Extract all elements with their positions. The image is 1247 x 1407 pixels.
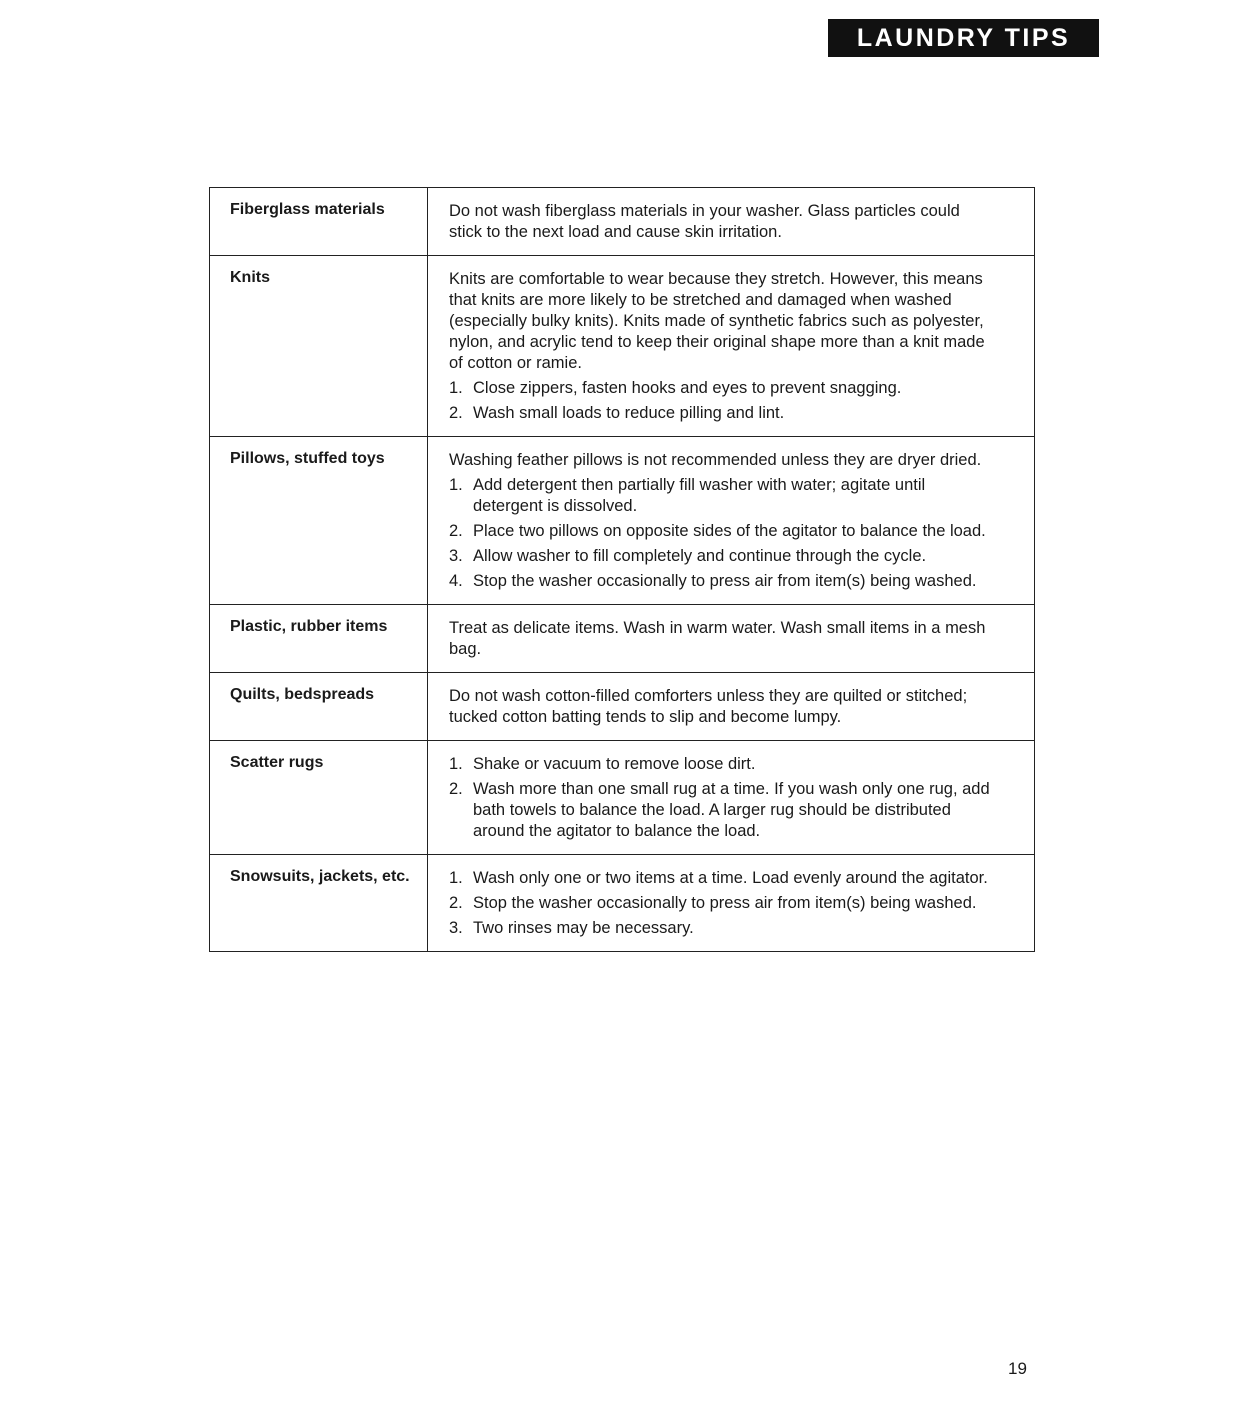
tip-step: [449, 521, 994, 542]
step-number: 2.: [449, 522, 463, 540]
step-text: Wash more than one small rug at a time. If you wash only one rug, add bath towels to balance the load. A larger rug should be distributed around the agitator to balance the load.: [473, 780, 990, 840]
tip-row: [210, 256, 1035, 437]
tip-steps-list: [449, 378, 994, 424]
page-number: 19: [1008, 1359, 1027, 1378]
tip-step: [449, 893, 994, 914]
step-number: 2.: [449, 894, 463, 912]
tip-step: [449, 754, 994, 775]
tip-topic: Knits: [210, 256, 428, 437]
tip-row: [210, 437, 1035, 605]
step-text: Wash small loads to reduce pilling and lint.: [473, 404, 785, 422]
tip-step: [449, 571, 994, 592]
tip-topic: Scatter rugs: [210, 741, 428, 855]
tip-description: [428, 605, 1035, 673]
tip-intro-text: Washing feather pillows is not recommended unless they are dryer dried.: [449, 451, 982, 469]
tip-topic: Fiberglass materials: [210, 188, 428, 256]
tip-row: [210, 673, 1035, 741]
step-text: Stop the washer occasionally to press air from item(s) being washed.: [473, 894, 977, 912]
step-text: Place two pillows on opposite sides of the agitator to balance the load.: [473, 522, 986, 540]
tip-intro-text: Do not wash fiberglass materials in your washer. Glass particles could stick to the next load and cause skin irritation.: [449, 202, 960, 241]
step-number: 1.: [449, 869, 463, 887]
tip-step: [449, 378, 994, 399]
tips-table-body: [210, 188, 1035, 952]
tip-topic: Plastic, rubber items: [210, 605, 428, 673]
tip-topic: Snowsuits, jackets, etc.: [210, 855, 428, 952]
tip-intro-text: Do not wash cotton-filled comforters unless they are quilted or stitched; tucked cotton batting tends to slip and become lumpy.: [449, 687, 968, 726]
step-text: Add detergent then partially fill washer with water; agitate until detergent is dissolved.: [473, 476, 926, 515]
step-number: 1.: [449, 755, 463, 773]
step-number: 1.: [449, 379, 463, 397]
tip-intro-text: Knits are comfortable to wear because they stretch. However, this means that knits are more likely to be stretched and damaged when washed (especially bulky knits). Knits made of synthetic fabrics such as polyester, nylon, and acrylic tend to keep their original shape more than a knit made of cotton or ramie.: [449, 270, 985, 372]
step-text: Shake or vacuum to remove loose dirt.: [473, 755, 756, 773]
laundry-tips-table: [209, 187, 1035, 952]
tip-row: [210, 188, 1035, 256]
tip-row: [210, 741, 1035, 855]
step-number: 4.: [449, 572, 463, 590]
tip-step: [449, 868, 994, 889]
tip-row: [210, 855, 1035, 952]
tip-step: [449, 403, 994, 424]
tip-step: [449, 779, 994, 842]
tip-intro-text: Treat as delicate items. Wash in warm water. Wash small items in a mesh bag.: [449, 619, 986, 658]
step-text: Close zippers, fasten hooks and eyes to prevent snagging.: [473, 379, 902, 397]
tip-topic: Pillows, stuffed toys: [210, 437, 428, 605]
tip-description: [428, 741, 1035, 855]
tip-steps-list: [449, 868, 994, 939]
tip-description: [428, 188, 1035, 256]
step-number: 2.: [449, 404, 463, 422]
tip-description: [428, 437, 1035, 605]
step-text: Wash only one or two items at a time. Load evenly around the agitator.: [473, 869, 988, 887]
tip-steps-list: [449, 754, 994, 842]
tip-topic: Quilts, bedspreads: [210, 673, 428, 741]
step-number: 2.: [449, 780, 463, 798]
step-number: 1.: [449, 476, 463, 494]
step-number: 3.: [449, 547, 463, 565]
tip-row: [210, 605, 1035, 673]
tip-steps-list: [449, 475, 994, 592]
step-number: 3.: [449, 919, 463, 937]
tip-step: [449, 918, 994, 939]
tip-step: [449, 475, 994, 517]
section-header-badge: LAUNDRY TIPS: [828, 19, 1099, 57]
tip-description: [428, 673, 1035, 741]
tip-description: [428, 256, 1035, 437]
step-text: Two rinses may be necessary.: [473, 919, 694, 937]
tip-description: [428, 855, 1035, 952]
tip-step: [449, 546, 994, 567]
step-text: Allow washer to fill completely and continue through the cycle.: [473, 547, 927, 565]
step-text: Stop the washer occasionally to press air from item(s) being washed.: [473, 572, 977, 590]
